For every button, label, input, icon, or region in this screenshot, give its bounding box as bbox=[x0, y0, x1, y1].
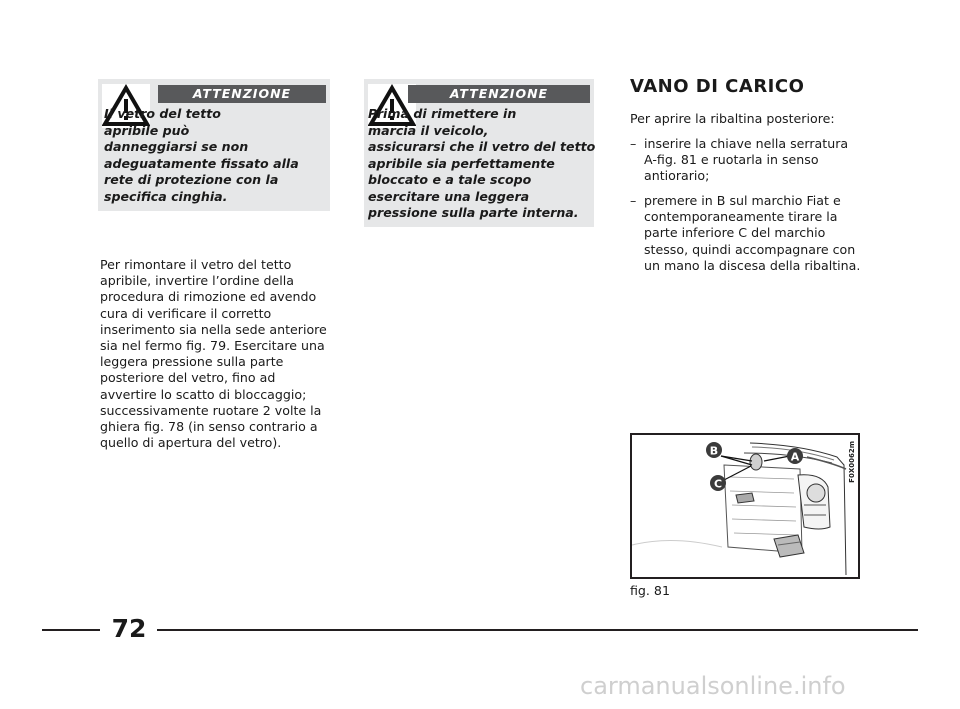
figure-code: F0X0062m bbox=[848, 441, 856, 483]
footer-rule-right bbox=[157, 629, 918, 631]
warning-text: Il vetro del tetto apribile può danneggiarsi se non adeguatamente fissato alla rete di protezione con la specifica cinghia. bbox=[104, 106, 299, 204]
list-item-text: inserire la chiave nella serratura A-fig. 81 e ruotarla in senso antiorario; bbox=[644, 136, 849, 184]
watermark: carmanualsonline.info bbox=[580, 672, 846, 700]
section-intro: Per aprire la ribaltina posteriore: bbox=[630, 111, 835, 126]
figure-81 bbox=[630, 433, 860, 579]
warning-box-middle bbox=[364, 79, 594, 227]
list-dash: – bbox=[630, 193, 637, 208]
section-title: VANO DI CARICO bbox=[630, 76, 805, 97]
tailgate-illustration bbox=[632, 435, 858, 577]
list-item bbox=[630, 136, 860, 186]
list-dash: – bbox=[630, 136, 637, 151]
list-item bbox=[630, 193, 860, 275]
list-item-text: premere in B sul marchio Fiat e contemporaneamente tirare la parte inferiore C del marchio stesso, quindi accompagnare con un mano la discesa della ribaltina. bbox=[644, 193, 861, 273]
footer-rule-left bbox=[42, 629, 100, 631]
warning-text: Prima di rimettere in marcia il veicolo, assicurarsi che il vetro del tetto apribile sia perfettamente bloccato e a tale scopo esercitare una leggera pressione sulla parte interna. bbox=[368, 106, 596, 220]
warning-header: ATTENZIONE bbox=[158, 85, 326, 103]
warning-header: ATTENZIONE bbox=[408, 85, 590, 103]
page-number: 72 bbox=[111, 614, 147, 643]
warning-box-left bbox=[98, 79, 330, 211]
figure-label: C bbox=[713, 477, 723, 491]
figure-caption: fig. 81 bbox=[630, 583, 670, 598]
figure-label: A bbox=[790, 450, 800, 464]
figure-label: B bbox=[709, 444, 719, 458]
body-paragraph: Per rimontare il vetro del tetto apribile, invertire l’ordine della procedura di rimozione ed avendo cura di verificare il corretto inserimento sia nella sede anteriore sia nel fermo fig. 79. Esercitare una leggera pressione sulla parte posteriore del vetro, fino ad avvertire lo scatto di bloccaggio; successivamente ruotare 2 volte la ghiera fig. 78 (in senso contrario a quello di apertura del vetro). bbox=[100, 257, 327, 451]
